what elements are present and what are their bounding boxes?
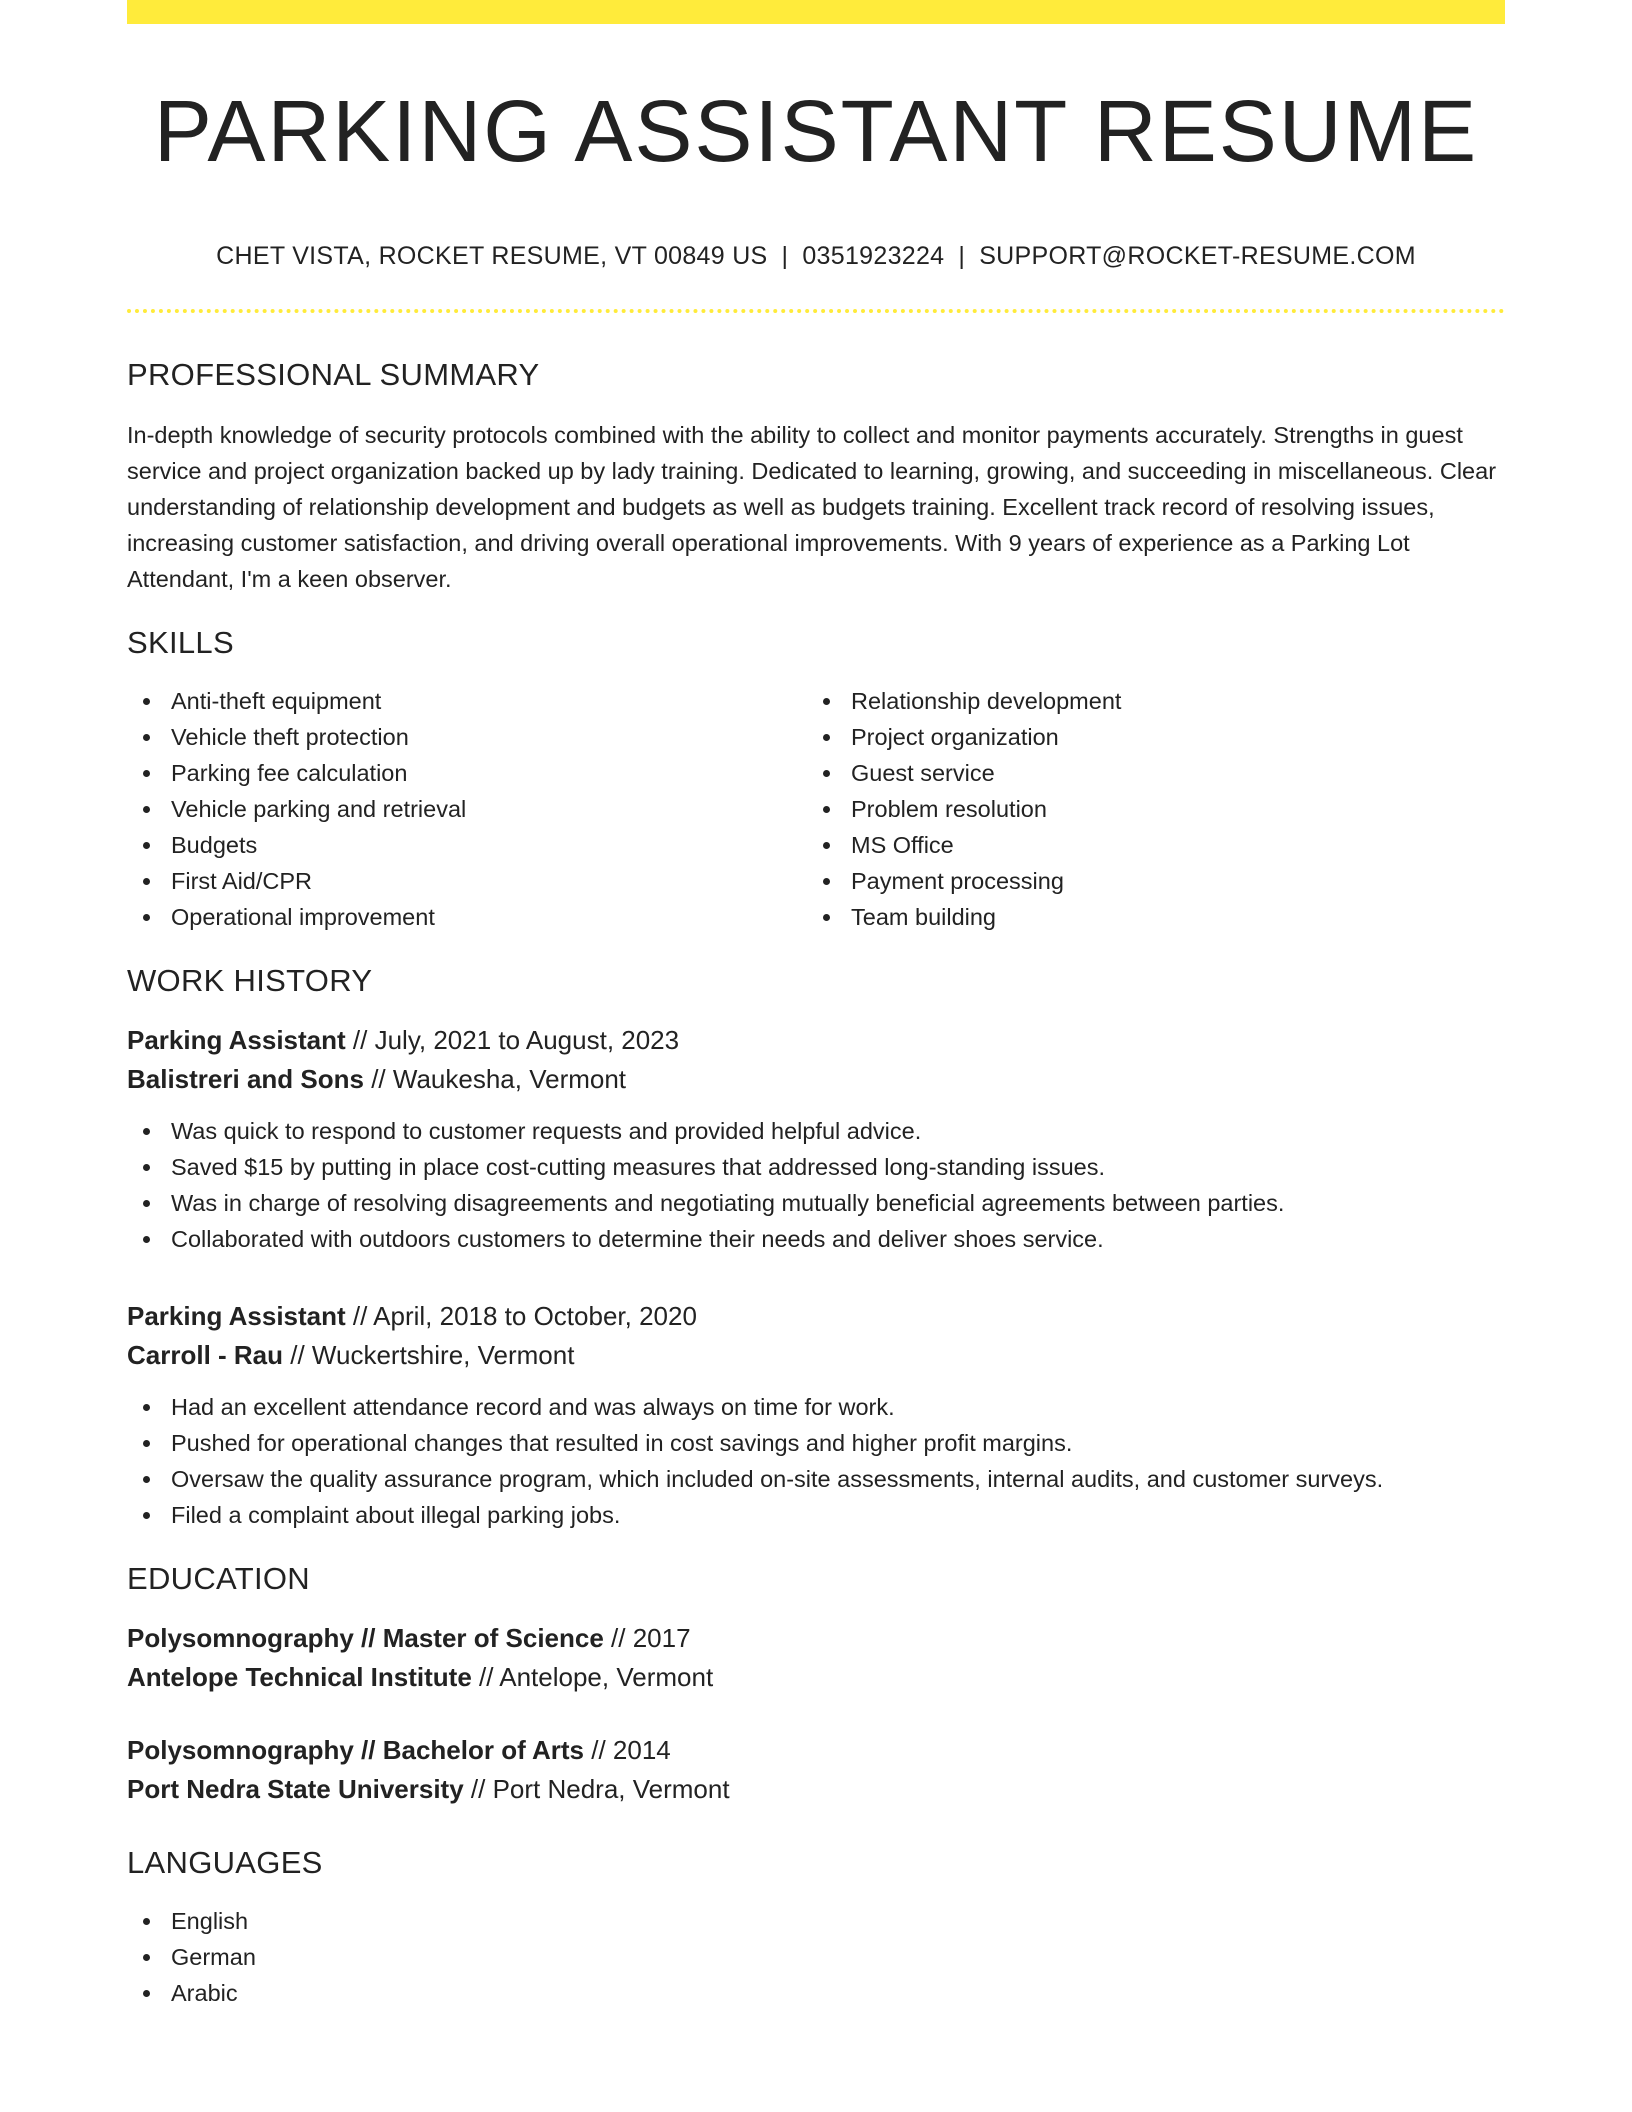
job-bullets	[127, 1113, 1505, 1257]
education-year: // 2017	[611, 1622, 691, 1653]
education-degree-line	[127, 1619, 1505, 1658]
contact-separator: |	[958, 241, 966, 270]
skill-item: Relationship development	[807, 683, 1487, 719]
summary-heading: PROFESSIONAL SUMMARY	[127, 356, 540, 392]
skills-heading: SKILLS	[127, 624, 234, 660]
skill-item: Anti-theft equipment	[127, 683, 807, 719]
skill-item: Vehicle theft protection	[127, 719, 807, 755]
language-item: Arabic	[127, 1975, 1505, 2011]
job-bullet: Oversaw the quality assurance program, which included on-site assessments, internal audits, and customer surveys.	[127, 1461, 1505, 1497]
job-bullets	[127, 1389, 1505, 1533]
resume-page	[127, 0, 1505, 2011]
job-title: Parking Assistant	[127, 1024, 346, 1055]
education-degree: Polysomnography // Bachelor of Arts	[127, 1734, 585, 1765]
skill-item: Operational improvement	[127, 899, 807, 935]
job-title: Parking Assistant	[127, 1300, 346, 1331]
job-company: Carroll - Rau	[127, 1339, 284, 1370]
skills-column-left	[127, 683, 807, 935]
contact-line	[127, 242, 1505, 271]
skill-item: Parking fee calculation	[127, 755, 807, 791]
work-history-heading: WORK HISTORY	[127, 962, 373, 998]
skill-item: Vehicle parking and retrieval	[127, 791, 807, 827]
education-school: Port Nedra State University	[127, 1773, 464, 1804]
skill-item: First Aid/CPR	[127, 863, 807, 899]
job-title-line	[127, 1021, 1505, 1060]
top-accent-bar	[127, 0, 1505, 24]
language-item: English	[127, 1903, 1505, 1939]
languages-list	[127, 1903, 1505, 2011]
job-bullet: Filed a complaint about illegal parking jobs.	[127, 1497, 1505, 1533]
summary-text: In-depth knowledge of security protocols combined with the ability to collect and monitor payments accurately. Strengths in guest service and project organization backed up by lady training. Dedicated to learning, growing, and succeeding in miscellaneous. Clear understanding of relationship development and budgets as well as budgets training. Excellent track record of resolving issues, increasing customer satisfaction, and driving overall operational improvements. With 9 years of experience as a Parking Lot Attendant, I'm a keen observer.	[127, 421, 1497, 592]
job-bullet: Had an excellent attendance record and was always on time for work.	[127, 1389, 1505, 1425]
job-bullet: Pushed for operational changes that resulted in cost savings and higher profit margins.	[127, 1425, 1505, 1461]
education-location: // Antelope, Vermont	[479, 1661, 714, 1692]
education-entry	[127, 1619, 1505, 1697]
education-degree-line	[127, 1731, 1505, 1770]
job-company-line	[127, 1060, 1505, 1099]
skill-item: Problem resolution	[807, 791, 1487, 827]
job-entry	[127, 1021, 1505, 1257]
contact-phone: 0351923224	[802, 241, 945, 270]
skills-grid	[127, 683, 1505, 935]
job-location: // Waukesha, Vermont	[371, 1063, 627, 1094]
skill-item: MS Office	[807, 827, 1487, 863]
job-bullet: Saved $15 by putting in place cost-cutting measures that addressed long-standing issues.	[127, 1149, 1505, 1185]
education-degree: Polysomnography // Master of Science	[127, 1622, 604, 1653]
skill-item: Team building	[807, 899, 1487, 935]
skill-item: Payment processing	[807, 863, 1487, 899]
education-heading: EDUCATION	[127, 1560, 310, 1596]
education-location: // Port Nedra, Vermont	[470, 1773, 730, 1804]
skill-item: Project organization	[807, 719, 1487, 755]
languages-heading: LANGUAGES	[127, 1844, 323, 1880]
job-company-line	[127, 1336, 1505, 1375]
job-bullet: Was in charge of resolving disagreements and negotiating mutually beneficial agreements between parties.	[127, 1185, 1505, 1221]
contact-email: SUPPORT@ROCKET-RESUME.COM	[979, 241, 1416, 270]
job-bullet: Was quick to respond to customer requests and provided helpful advice.	[127, 1113, 1505, 1149]
contact-address: CHET VISTA, ROCKET RESUME, VT 00849 US	[216, 241, 768, 270]
job-location: // Wuckertshire, Vermont	[290, 1339, 575, 1370]
language-item: German	[127, 1939, 1505, 1975]
resume-title: PARKING ASSISTANT RESUME	[153, 83, 1479, 180]
education-school: Antelope Technical Institute	[127, 1661, 472, 1692]
job-bullet: Collaborated with outdoors customers to determine their needs and deliver shoes service.	[127, 1221, 1505, 1257]
education-school-line	[127, 1770, 1505, 1809]
education-year: // 2014	[591, 1734, 671, 1765]
skill-item: Guest service	[807, 755, 1487, 791]
education-entry	[127, 1731, 1505, 1809]
contact-separator: |	[781, 241, 789, 270]
education-school-line	[127, 1658, 1505, 1697]
skills-column-right	[807, 683, 1487, 935]
job-entry	[127, 1297, 1505, 1533]
job-dates: // July, 2021 to August, 2023	[352, 1024, 680, 1055]
job-company: Balistreri and Sons	[127, 1063, 364, 1094]
job-dates: // April, 2018 to October, 2020	[352, 1300, 697, 1331]
job-title-line	[127, 1297, 1505, 1336]
dotted-divider	[127, 309, 1505, 313]
skill-item: Budgets	[127, 827, 807, 863]
